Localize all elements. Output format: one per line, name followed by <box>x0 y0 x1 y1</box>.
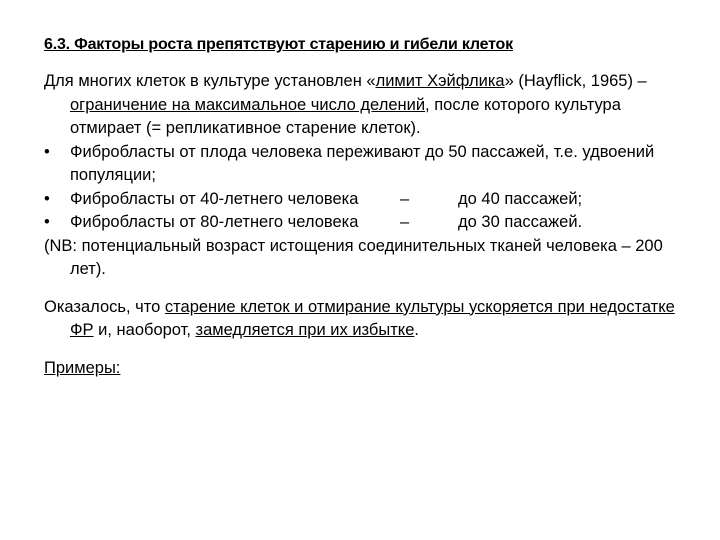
examples-heading: Примеры: <box>44 358 121 377</box>
spacer <box>44 282 684 296</box>
bullet-icon: • <box>44 142 50 161</box>
bullet-fetal <box>44 141 684 188</box>
bullet-fetal-text: Фибробласты от плода человека переживают до 50 пассажей, т.е. удвоений популяции; <box>70 142 655 184</box>
spacer <box>44 343 684 357</box>
conclusion-paragraph <box>44 296 684 343</box>
conclusion-accelerates: старение клеток и отмирание культуры ускоряется при недостатке ФР <box>70 297 675 339</box>
conclusion-text-2: и, наоборот, <box>93 321 196 339</box>
limit-definition: ограничение на максимальное число делений <box>70 95 426 114</box>
intro-text-1: Для многих клеток в культуре установлен « <box>44 72 376 90</box>
bullet-age-80-dash: – <box>400 213 410 231</box>
hayflick-limit-term: лимит Хэйфлика <box>375 72 505 90</box>
slide-body <box>44 70 684 380</box>
bullet-age-80 <box>44 211 684 235</box>
bullet-age-40-label: Фибробласты от 40-летнего человека <box>70 189 359 208</box>
bullet-age-80-value: до 30 пассажей. <box>458 213 583 231</box>
bullet-age-40 <box>44 188 684 212</box>
bullet-icon: • <box>44 189 50 208</box>
conclusion-text-3: . <box>414 321 419 339</box>
intro-paragraph <box>44 70 684 141</box>
bullet-age-40-value: до 40 пассажей; <box>458 189 583 208</box>
intro-text-2: » (Hayflick, 1965) – <box>504 72 647 90</box>
nb-note: (NB: потенциальный возраст истощения соединительных тканей человека – 200 лет). <box>44 236 663 278</box>
conclusion-slows: замедляется при их избытке <box>195 321 415 339</box>
bullet-age-80-label: Фибробласты от 80-летнего человека <box>70 213 359 231</box>
bullet-age-40-dash: – <box>400 189 410 208</box>
bullet-icon: • <box>44 213 50 231</box>
intro-text-3: , после которого культура отмирает (= репликативное старение клеток). <box>70 95 621 137</box>
conclusion-text-1: Оказалось, что <box>44 297 165 316</box>
slide-title: 6.3. Факторы роста препятствуют старению и гибели клеток <box>44 36 513 53</box>
